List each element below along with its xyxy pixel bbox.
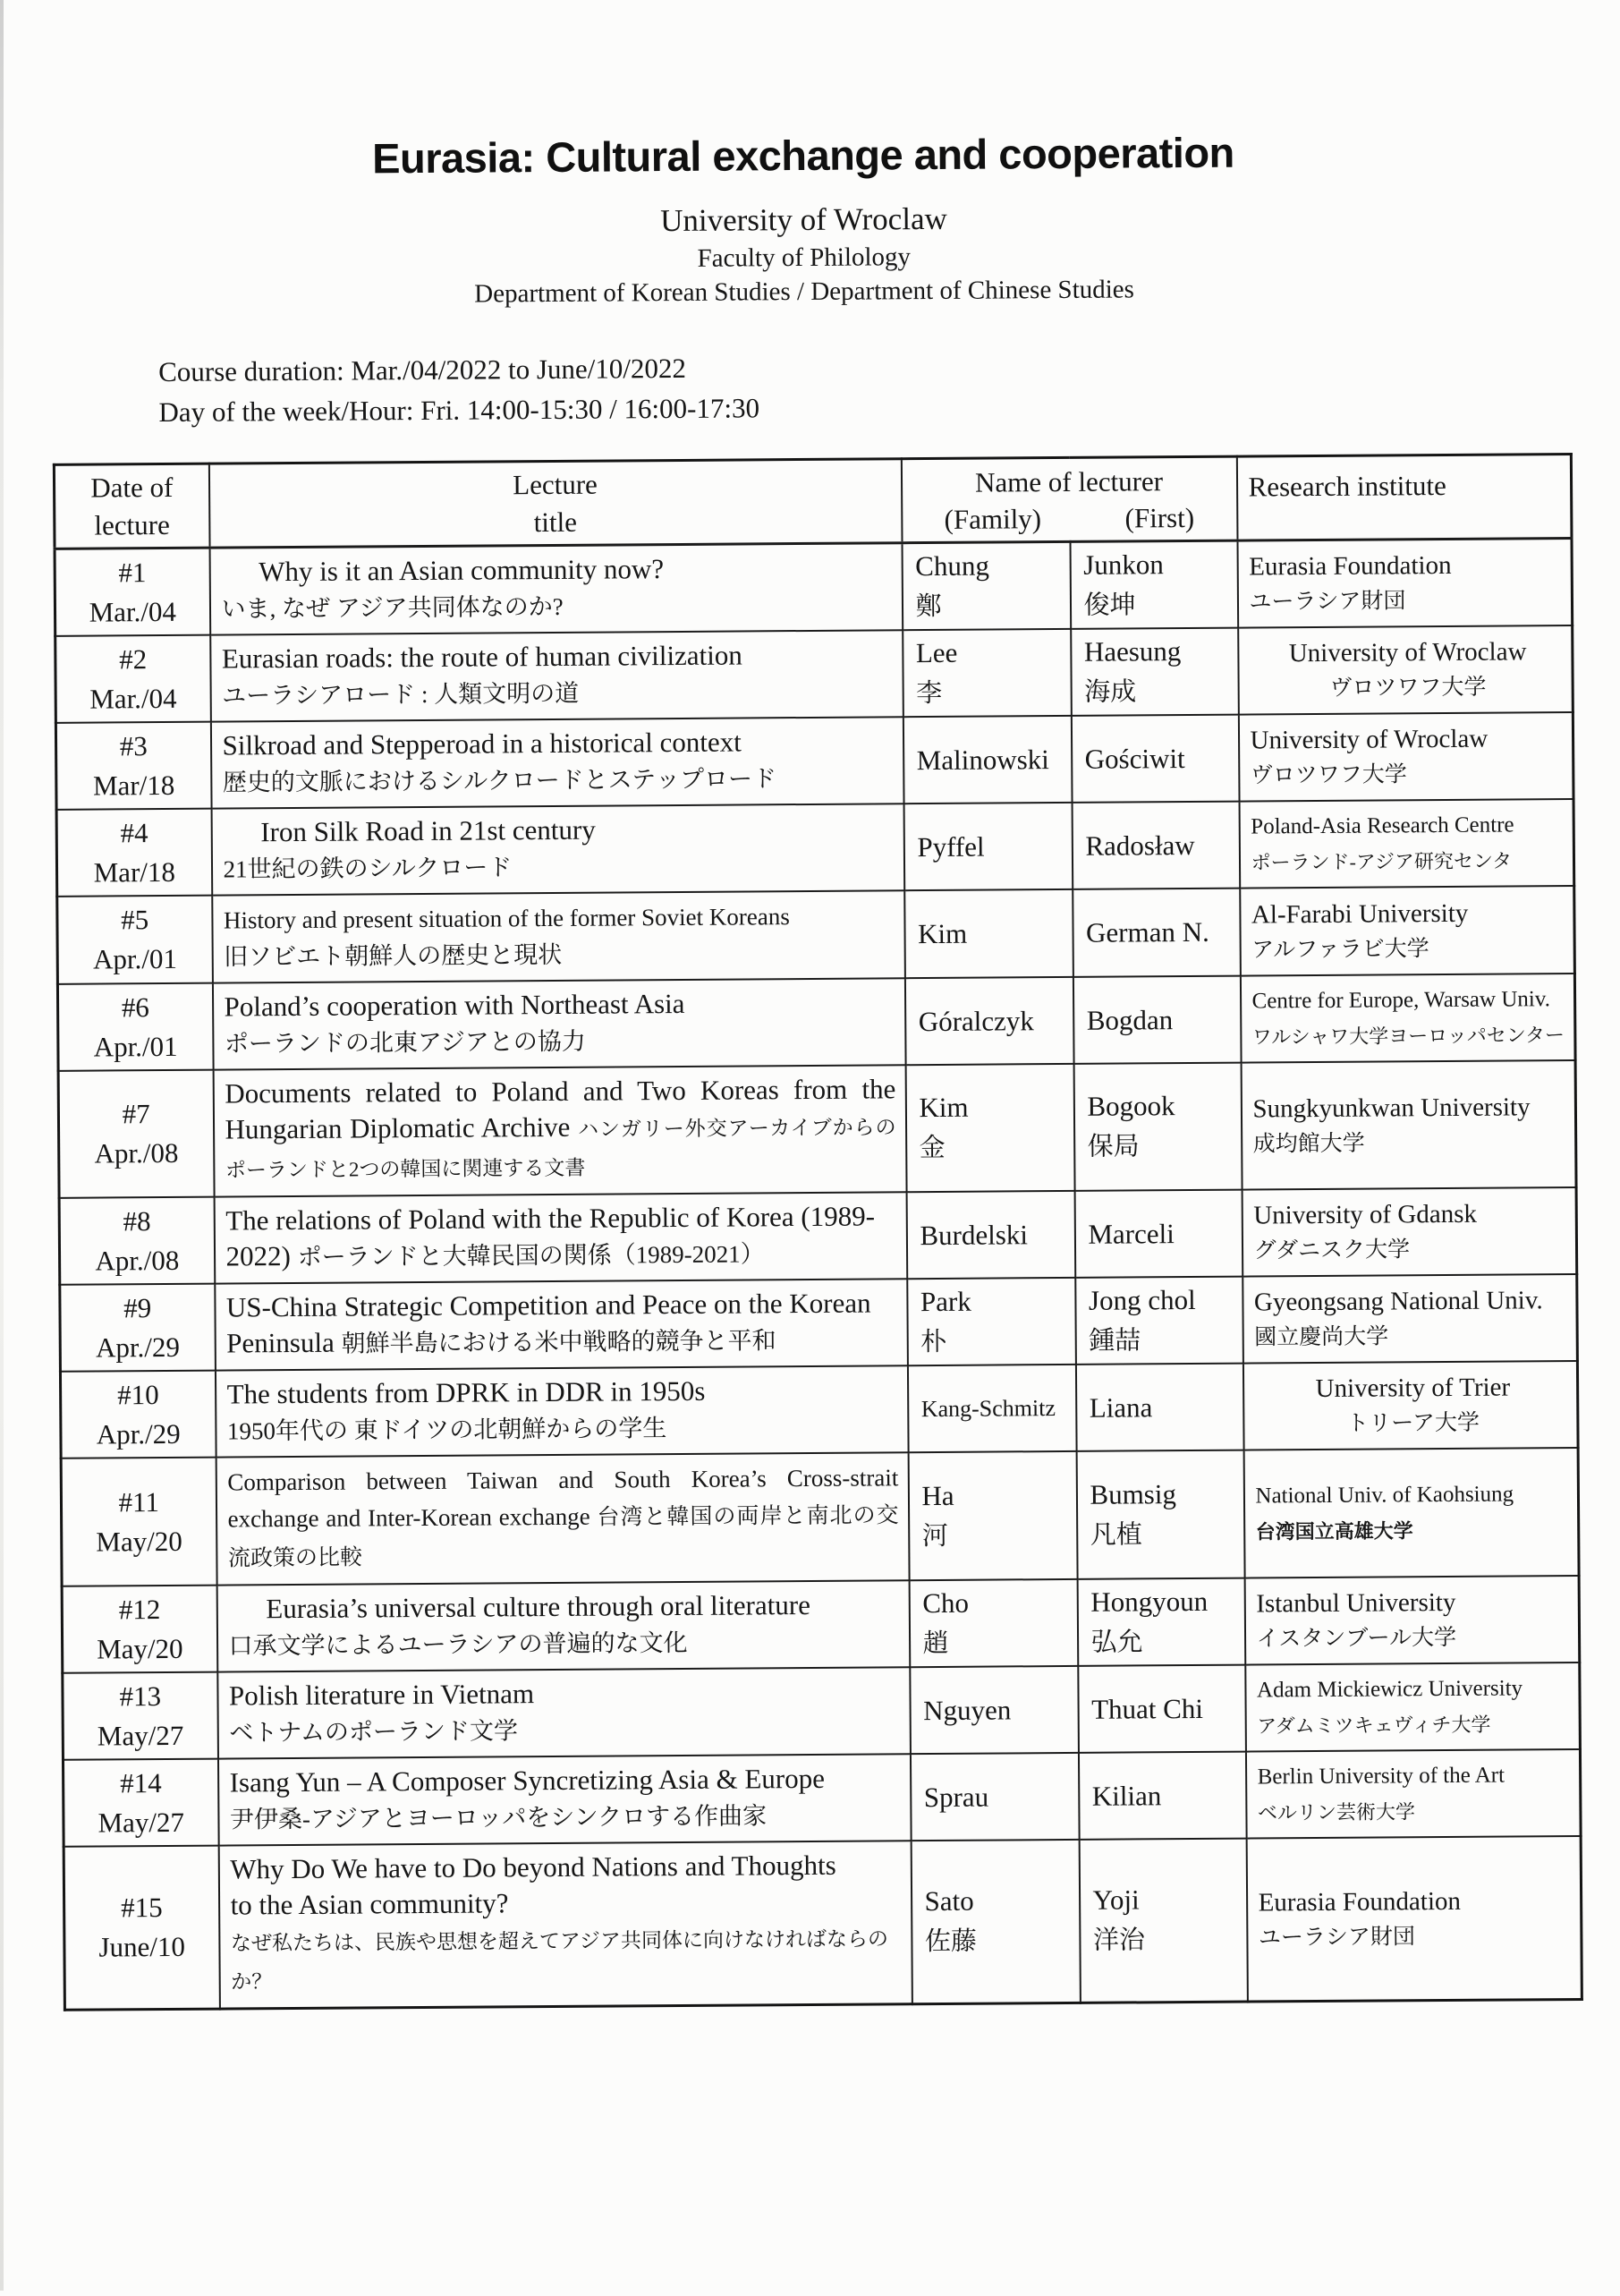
cell-date: [61, 1458, 216, 1586]
cell-lecture-title: [216, 1580, 910, 1671]
first-name: Kilian: [1091, 1779, 1162, 1812]
family-name-cjk: 李: [916, 678, 943, 708]
lecture-number: #10: [117, 1378, 159, 1410]
first-name: Bogook: [1087, 1090, 1175, 1122]
table-row: [58, 1060, 1576, 1198]
table-row: [56, 799, 1574, 897]
cell-family-name: [905, 1064, 1074, 1192]
cell-lecture-title: [213, 1065, 906, 1196]
institute-name: Eurasia Foundation: [1249, 550, 1452, 582]
family-name-cjk: 金: [919, 1133, 946, 1163]
table-row: [57, 886, 1575, 984]
lecture-number: #14: [120, 1766, 162, 1799]
first-name: Haesung: [1083, 634, 1182, 668]
first-name-cjk: 俊坤: [1083, 590, 1136, 620]
institute-name-ja: イスタンブール大学: [1256, 1625, 1457, 1652]
family-name-cjk: 鄭: [915, 591, 942, 621]
cell-research-institute: [1243, 1361, 1578, 1450]
institute-name: Eurasia Foundation: [1258, 1886, 1462, 1917]
cell-first-name: [1076, 1450, 1244, 1579]
lecture-title: Documents related to Poland and Two Koreas from the Hungarian Diplomatic Archive ハンガリー外交アーカイブからのポーランドと2つの韓国に関連する文書: [225, 1073, 896, 1182]
cell-family-name: [907, 1278, 1076, 1365]
institute-name-ja: ポーランド-アジア研究センタ: [1251, 849, 1513, 874]
cell-research-institute: [1240, 974, 1575, 1063]
subtitle-university: University of Wroclaw: [660, 200, 947, 239]
cell-lecture-title: [212, 890, 905, 982]
cell-family-name: [903, 803, 1073, 890]
institute-name-ja: ヴロツワフ大学: [1250, 762, 1407, 788]
first-name: Yoji: [1092, 1884, 1140, 1916]
cell-lecture-title: [217, 1667, 911, 1758]
lecture-number: #5: [121, 904, 149, 936]
first-name: Hongyoun: [1090, 1585, 1209, 1618]
lecture-number: #6: [121, 991, 149, 1023]
course-day-hour: Day of the week/Hour: Fri. 14:00-15:30 / 16:00-17:30: [158, 392, 760, 429]
cell-lecture-title: [210, 630, 903, 721]
table-row: [60, 1361, 1578, 1458]
cell-lecture-title: [212, 978, 905, 1069]
family-name: Lee: [915, 636, 958, 668]
cell-date: [56, 809, 212, 897]
institute-name-ja: ベルリン芸術大学: [1257, 1800, 1416, 1824]
cell-date: [62, 1586, 217, 1673]
family-name: Sato: [924, 1884, 974, 1918]
cell-research-institute: [1241, 1060, 1576, 1190]
first-name: Bogdan: [1086, 1003, 1174, 1036]
family-name: Kang-Schmitz: [920, 1394, 1056, 1422]
first-name: Junkon: [1083, 548, 1164, 581]
lecture-title: Iron Silk Road in 21st century 21世紀の鉄のシルクロード: [223, 813, 596, 883]
cell-first-name: [1075, 1277, 1243, 1365]
lecture-number: #8: [123, 1204, 151, 1237]
family-name-cjk: 朴: [920, 1327, 947, 1356]
cell-research-institute: [1243, 1448, 1579, 1578]
institute-name: Istanbul University: [1256, 1587, 1456, 1619]
cell-date: [64, 1846, 219, 2011]
table-row: [55, 712, 1573, 810]
lecture-date: Mar./04: [89, 595, 177, 628]
lecture-date: Mar./04: [89, 682, 177, 715]
table-row: [64, 1836, 1582, 2010]
institute-name: University of Trier: [1315, 1373, 1511, 1404]
cell-first-name: [1073, 889, 1241, 977]
cell-lecture-title: [215, 1279, 908, 1370]
family-name: Kim: [917, 917, 968, 950]
subtitle-departments: Department of Korean Studies / Department of Chinese Studies: [474, 275, 1135, 309]
first-name: Radosław: [1085, 829, 1195, 862]
institute-name-ja: 成均館大学: [1252, 1131, 1365, 1157]
family-name-cjk: 趙: [922, 1628, 949, 1658]
cell-lecture-title: [211, 804, 904, 895]
lecture-title: Why Do We have to Do beyond Nations and Thoughts to the Asian community? なぜ私たちは、民族や思想を超えてアジア共同体に向けなければならのか？: [230, 1849, 889, 1994]
first-name: Gościwit: [1084, 742, 1185, 775]
cell-first-name: [1078, 1752, 1246, 1840]
lecture-title: Isang Yun – A Composer Syncretizing Asia & Europe 尹伊桑-アジアとヨーロッパをシンクロする作曲家: [229, 1762, 826, 1833]
cell-research-institute: [1238, 625, 1573, 715]
institute-name: University of Wroclaw: [1288, 637, 1527, 668]
table-body: [55, 539, 1582, 2011]
lecture-title: Poland’s cooperation with Northeast Asia ポーランドの北東アジアとの協力: [224, 987, 685, 1058]
cell-family-name: [904, 977, 1073, 1065]
institute-name: Adam Mickiewicz University: [1256, 1676, 1523, 1703]
page-title: Eurasia: Cultural exchange and cooperation: [371, 128, 1234, 183]
cell-family-name: [907, 1365, 1076, 1452]
first-name: Thuat Chi: [1090, 1692, 1204, 1725]
cell-lecture-title: [217, 1754, 911, 1845]
family-name: Kim: [919, 1091, 969, 1124]
cell-date: [57, 983, 213, 1071]
cell-family-name: [910, 1753, 1079, 1841]
cell-family-name: [910, 1666, 1079, 1754]
cell-research-institute: [1239, 799, 1574, 889]
lecture-title: Silkroad and Stepperoad in a historical context 歴史的文脈におけるシルクロードとステップロード: [222, 726, 777, 796]
cell-date: [60, 1371, 216, 1458]
lecture-number: #2: [119, 642, 148, 675]
lecture-number: #15: [121, 1892, 163, 1924]
lecture-date: Apr./29: [95, 1331, 181, 1364]
cell-date: [63, 1759, 218, 1847]
lecture-title: The students from DPRK in DDR in 1950s 1950年代の 東ドイツの北朝鮮からの学生: [226, 1374, 706, 1445]
cell-family-name: [902, 541, 1071, 630]
institute-name-ja: ユーラシア財団: [1258, 1924, 1416, 1950]
first-name-cjk: 保局: [1087, 1132, 1140, 1161]
cell-lecture-title: [216, 1452, 909, 1585]
lecture-title: History and present situation of the former Soviet Koreans 旧ソビエト朝鮮人の歴史と現状: [223, 903, 790, 971]
cell-first-name: [1070, 540, 1238, 629]
lecture-title: Why is it an Asian community now? いま, なぜ アジア共同体なのか?: [221, 553, 665, 623]
header-family-label: (Family): [944, 502, 1042, 535]
cell-first-name: [1071, 715, 1239, 803]
lecture-date: May/20: [96, 1525, 182, 1558]
family-name: Nguyen: [922, 1693, 1012, 1726]
cell-lecture-title: [214, 1192, 907, 1283]
cell-first-name: [1074, 1190, 1243, 1278]
cell-lecture-title: [215, 1365, 908, 1457]
cell-research-institute: [1244, 1576, 1580, 1665]
cell-research-institute: [1237, 539, 1573, 628]
lecture-date: Apr./08: [95, 1244, 180, 1277]
lecture-title: US-China Strategic Competition and Peace on the Korean Peninsula 朝鮮半島における米中戦略的競争と平和: [225, 1287, 871, 1359]
first-name-cjk: 鍾喆: [1089, 1325, 1141, 1356]
family-name: Ha: [921, 1479, 954, 1511]
cell-research-institute: [1242, 1187, 1577, 1277]
lecture-number: #4: [120, 816, 148, 848]
lecture-number: #11: [118, 1485, 160, 1518]
cell-first-name: [1071, 628, 1239, 716]
table-row: [57, 974, 1575, 1071]
lecture-title: The relations of Poland with the Republic of Korea (1989-2022) ポーランドと大韓民国の関係（1989-2021）: [225, 1200, 876, 1272]
lecture-date: May/27: [97, 1719, 184, 1752]
cell-first-name: [1079, 1839, 1247, 2003]
first-name: Marceli: [1088, 1217, 1175, 1250]
cell-research-institute: [1246, 1836, 1582, 2002]
lecture-date: Apr./29: [96, 1417, 181, 1450]
table-row: [62, 1576, 1580, 1673]
lecture-date: Mar/18: [93, 855, 176, 889]
institute-name: University of Gdansk: [1253, 1199, 1478, 1230]
institute-name-ja: グダニスク大学: [1253, 1237, 1411, 1263]
cell-family-name: [908, 1451, 1077, 1580]
institute-name-ja: 國立慶尚大学: [1254, 1324, 1389, 1350]
family-name: Pyffel: [917, 830, 985, 863]
header-name-of-lecturer: [901, 456, 1237, 543]
institute-name: National Univ. of Kaohsiung: [1255, 1482, 1514, 1509]
first-name: Jong chol: [1088, 1283, 1196, 1316]
first-name-cjk: 凡植: [1090, 1519, 1142, 1550]
lecture-number: #7: [122, 1098, 150, 1130]
first-name-cjk: 海成: [1084, 676, 1137, 707]
cell-family-name: [903, 716, 1072, 804]
cell-date: [58, 1070, 214, 1198]
cell-research-institute: [1245, 1662, 1581, 1752]
table-row: [55, 625, 1573, 723]
family-name: Malinowski: [916, 743, 1049, 776]
cell-lecture-title: [218, 1841, 912, 2009]
header-lecturer-label: Name of lecturer: [974, 464, 1164, 498]
lecture-title: Polish literature in Vietnam ベトナムのポーランド文学: [228, 1678, 535, 1747]
family-name: Burdelski: [920, 1218, 1029, 1251]
cell-date: [55, 722, 211, 810]
institute-name: Gyeongsang National Univ.: [1253, 1286, 1543, 1317]
lecture-title: Eurasian roads: the route of human civilization ユーラシアロード : 人類文明の道: [221, 639, 742, 710]
lecture-schedule-table: [53, 453, 1583, 2011]
institute-name-ja: ワルシャワ大学ヨーロッパセンター: [1251, 1024, 1565, 1049]
cell-first-name: [1075, 1364, 1243, 1451]
table-row: [60, 1274, 1578, 1372]
lecture-number: #1: [118, 556, 147, 588]
family-name: Chung: [915, 549, 989, 582]
lecture-date: May/27: [98, 1806, 185, 1839]
table-row: [63, 1749, 1581, 1847]
cell-first-name: [1077, 1578, 1245, 1666]
subtitle-faculty: Faculty of Philology: [697, 242, 912, 273]
first-name-cjk: 洋治: [1092, 1926, 1146, 1955]
lecture-title: Comparison between Taiwan and South Korea’s Cross-strait exchange and Inter-Korean exchange 台湾と韓国の両岸と南北の交流政策の比較: [227, 1464, 899, 1571]
cell-first-name: [1072, 802, 1240, 889]
cell-research-institute: [1243, 1274, 1578, 1364]
cell-date: [59, 1197, 215, 1285]
institute-name-ja: トリーア大学: [1346, 1410, 1480, 1436]
lecture-number: #9: [123, 1291, 152, 1323]
first-name: Bumsig: [1090, 1477, 1177, 1510]
lecture-date: June/10: [98, 1930, 186, 1963]
header-first-label: (First): [1124, 501, 1195, 533]
cell-first-name: [1078, 1665, 1246, 1753]
course-duration: Course duration: Mar./04/2022 to June/10/2022: [158, 352, 687, 388]
lecture-date: Mar/18: [92, 769, 175, 802]
cell-family-name: [904, 889, 1073, 978]
cell-date: [57, 896, 213, 984]
institute-name-ja: アルファラビ大学: [1251, 936, 1429, 963]
cell-research-institute: [1240, 886, 1575, 976]
cell-research-institute: [1245, 1749, 1581, 1839]
lecture-number: #12: [118, 1593, 161, 1625]
institute-name: Centre for Europe, Warsaw Univ.: [1251, 987, 1550, 1014]
family-name: Sprau: [923, 1781, 989, 1813]
first-name: Liana: [1089, 1390, 1153, 1424]
cell-family-name: [909, 1579, 1078, 1667]
cell-family-name: [911, 1840, 1080, 2004]
family-name-cjk: 佐藤: [924, 1926, 978, 1957]
institute-name: Al-Farabi University: [1251, 898, 1469, 930]
table-row: [59, 1187, 1577, 1285]
table-row: [63, 1662, 1581, 1760]
header-row: [54, 455, 1572, 549]
institute-name-ja: 台湾国立高雄大学: [1255, 1519, 1413, 1543]
family-name: Cho: [922, 1586, 970, 1619]
cell-first-name: [1073, 1063, 1242, 1191]
lecture-title: Eurasia’s universal culture through oral literature 口承文学によるユーラシアの普遍的な文化: [228, 1588, 811, 1660]
institute-name-ja: アダムミツキェヴィチ大学: [1257, 1713, 1491, 1738]
lecture-date: Apr./01: [93, 1030, 178, 1063]
header-research-institute: Research institute: [1236, 455, 1572, 541]
lecture-number: #13: [119, 1679, 162, 1712]
cell-lecture-title: [210, 717, 903, 808]
cell-family-name: [906, 1191, 1075, 1279]
cell-date: [55, 548, 210, 636]
family-name: Góralczyk: [918, 1004, 1034, 1037]
institute-name: Sungkyunkwan University: [1252, 1092, 1531, 1124]
header-lecture-title: Lecture title: [208, 459, 902, 548]
cell-family-name: [903, 629, 1072, 717]
course-info: [158, 347, 759, 432]
family-name: Park: [920, 1285, 971, 1317]
cell-first-name: [1073, 976, 1241, 1064]
institute-name: Berlin University of the Art: [1257, 1763, 1505, 1790]
lecture-date: Apr./08: [94, 1136, 179, 1169]
lecture-date: Apr./01: [92, 942, 178, 975]
institute-name-ja: ヴロツワフ大学: [1329, 675, 1487, 701]
institute-name-ja: ユーラシア財団: [1249, 589, 1406, 615]
header-date-of-lecture: Date of lecture: [54, 463, 209, 548]
family-name-cjk: 河: [921, 1521, 948, 1551]
lecture-number: #3: [119, 729, 148, 761]
first-name: German N.: [1085, 915, 1209, 948]
table-row: [61, 1448, 1579, 1586]
cell-research-institute: [1238, 712, 1573, 802]
first-name-cjk: 弘允: [1090, 1627, 1143, 1657]
institute-name: Poland-Asia Research Centre: [1251, 812, 1514, 839]
cell-date: [60, 1284, 216, 1372]
cell-lecture-title: [209, 543, 903, 635]
lecture-date: May/20: [97, 1632, 183, 1665]
cell-date: [63, 1672, 218, 1760]
institute-name: University of Wroclaw: [1250, 724, 1489, 755]
table-row: [55, 539, 1573, 636]
cell-date: [55, 635, 211, 723]
